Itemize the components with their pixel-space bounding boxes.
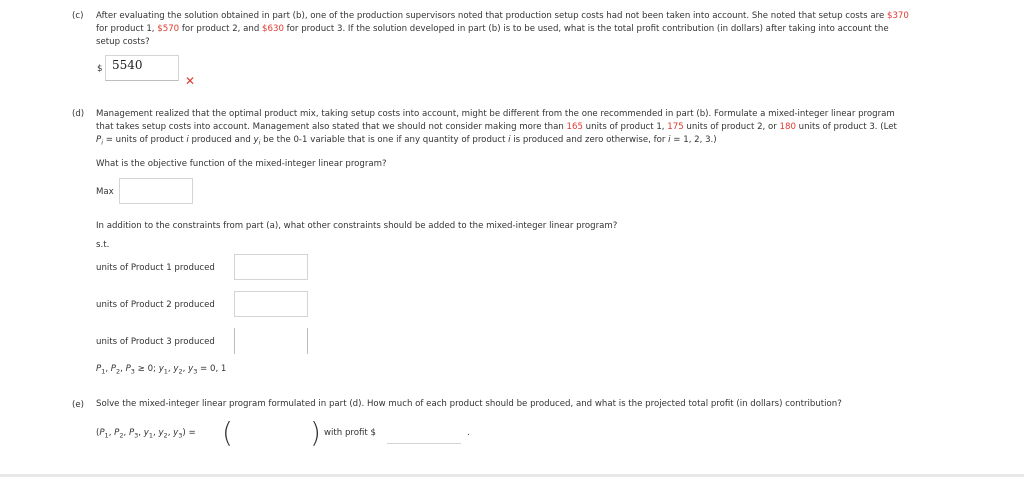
constraint-1-input[interactable]: [234, 254, 308, 280]
def-i-3: i: [668, 135, 671, 145]
limit-product-3: 180: [779, 122, 796, 132]
var-y-sub: i: [258, 138, 261, 147]
constraints-question: In addition to the constraints from part (a), what other constraints should be added to the mixed-integer linear program?: [96, 221, 618, 231]
close-paren: ): [310, 416, 321, 449]
tuple-equals: ) =: [182, 428, 196, 438]
part-d-text-3: units of product 1,: [582, 122, 668, 132]
total-profit-value: 5540: [112, 58, 143, 72]
setup-cost-1: $370: [886, 11, 909, 21]
part-d-text-2: that takes setup costs into account. Management also stated that we should not consider making more than: [96, 122, 567, 132]
def-i-1: i: [186, 135, 189, 145]
currency-symbol: $: [97, 64, 103, 74]
def-i-2: i: [508, 135, 511, 145]
max-label: Max: [96, 187, 114, 197]
binary-text: = 0, 1: [197, 364, 227, 374]
st-label: s.t.: [96, 240, 110, 250]
part-c-text-5: setup costs?: [96, 37, 150, 47]
open-paren: (: [222, 416, 233, 449]
part-c-question: [96, 10, 1021, 49]
limit-product-2: 175: [667, 122, 684, 132]
part-d-question: [96, 108, 1021, 150]
part-d-label: (d): [72, 109, 85, 119]
def-text-c: produced and: [188, 135, 254, 145]
constraint-3-label: units of Product 3 produced: [96, 337, 215, 347]
def-text-a: = units of product: [103, 135, 187, 145]
def-text-h: = 1, 2, 3.): [670, 135, 717, 145]
setup-cost-2: $570: [157, 24, 180, 34]
setup-cost-3: $630: [262, 24, 284, 34]
period: .: [467, 428, 470, 438]
var-y: y: [253, 135, 259, 145]
constraint-3-input[interactable]: [234, 328, 308, 354]
part-c-text-3: for product 2, and: [179, 24, 263, 34]
def-text-f: is produced and zero otherwise, for: [510, 135, 669, 145]
constraint-2-label: units of Product 2 produced: [96, 300, 215, 310]
solution-tuple: ($P_1$, $P_2$, $P_3$, $y_1$, $y_2$, $y_3$) =: [96, 428, 196, 440]
objective-function-input[interactable]: [119, 178, 193, 204]
nonneg-text: ≥ 0;: [137, 364, 159, 374]
incorrect-icon: ✕: [185, 74, 196, 88]
part-c-text-4: for product 3. If the solution developed in part (b) is to be used, what is the total profit contribution (in dollars) after taking into account the: [283, 24, 889, 34]
part-c-text-1: After evaluating the solution obtained in part (b), one of the production supervisors noted that production setup costs had not been taken into account. She noted that setup costs are: [96, 11, 887, 21]
part-e-question: Solve the mixed-integer linear program formulated in part (d). How much of each product should be produced, and what is the projected total profit (in dollars) contribution?: [96, 399, 842, 409]
var-p: P: [96, 135, 102, 145]
with-profit-label: with profit $: [324, 428, 377, 438]
part-c-label: (c): [72, 11, 84, 21]
part-e-label: (e): [72, 400, 84, 410]
part-d-text-5: units of product 3. (Let: [795, 122, 897, 132]
variable-bounds: $P_1$, $P_2$, $P_3 \ge 0$; $y_1$, $y_2$, $y_3 = 0$, 1: [96, 364, 227, 376]
variable-definitions: [96, 134, 1021, 150]
limit-product-1: 165: [566, 122, 583, 132]
part-d-text-4: units of product 2, or: [683, 122, 780, 132]
part-c-text-2: for product 1,: [96, 24, 158, 34]
var-p-sub: i: [101, 138, 103, 147]
profit-input[interactable]: [387, 418, 461, 444]
solution-input[interactable]: [234, 418, 308, 444]
constraint-2-input[interactable]: [234, 291, 308, 317]
objective-question: What is the objective function of the mixed-integer linear program?: [96, 159, 387, 169]
part-d-text-1: Management realized that the optimal product mix, taking setup costs into account, might be different from the one recommended in part (b). Formulate a mixed-integer linear program: [96, 109, 895, 119]
constraint-1-label: units of Product 1 produced: [96, 263, 215, 273]
total-profit-input[interactable]: [105, 55, 179, 81]
def-text-d: be the 0-1 variable that is one if any quantity of product: [260, 135, 509, 145]
